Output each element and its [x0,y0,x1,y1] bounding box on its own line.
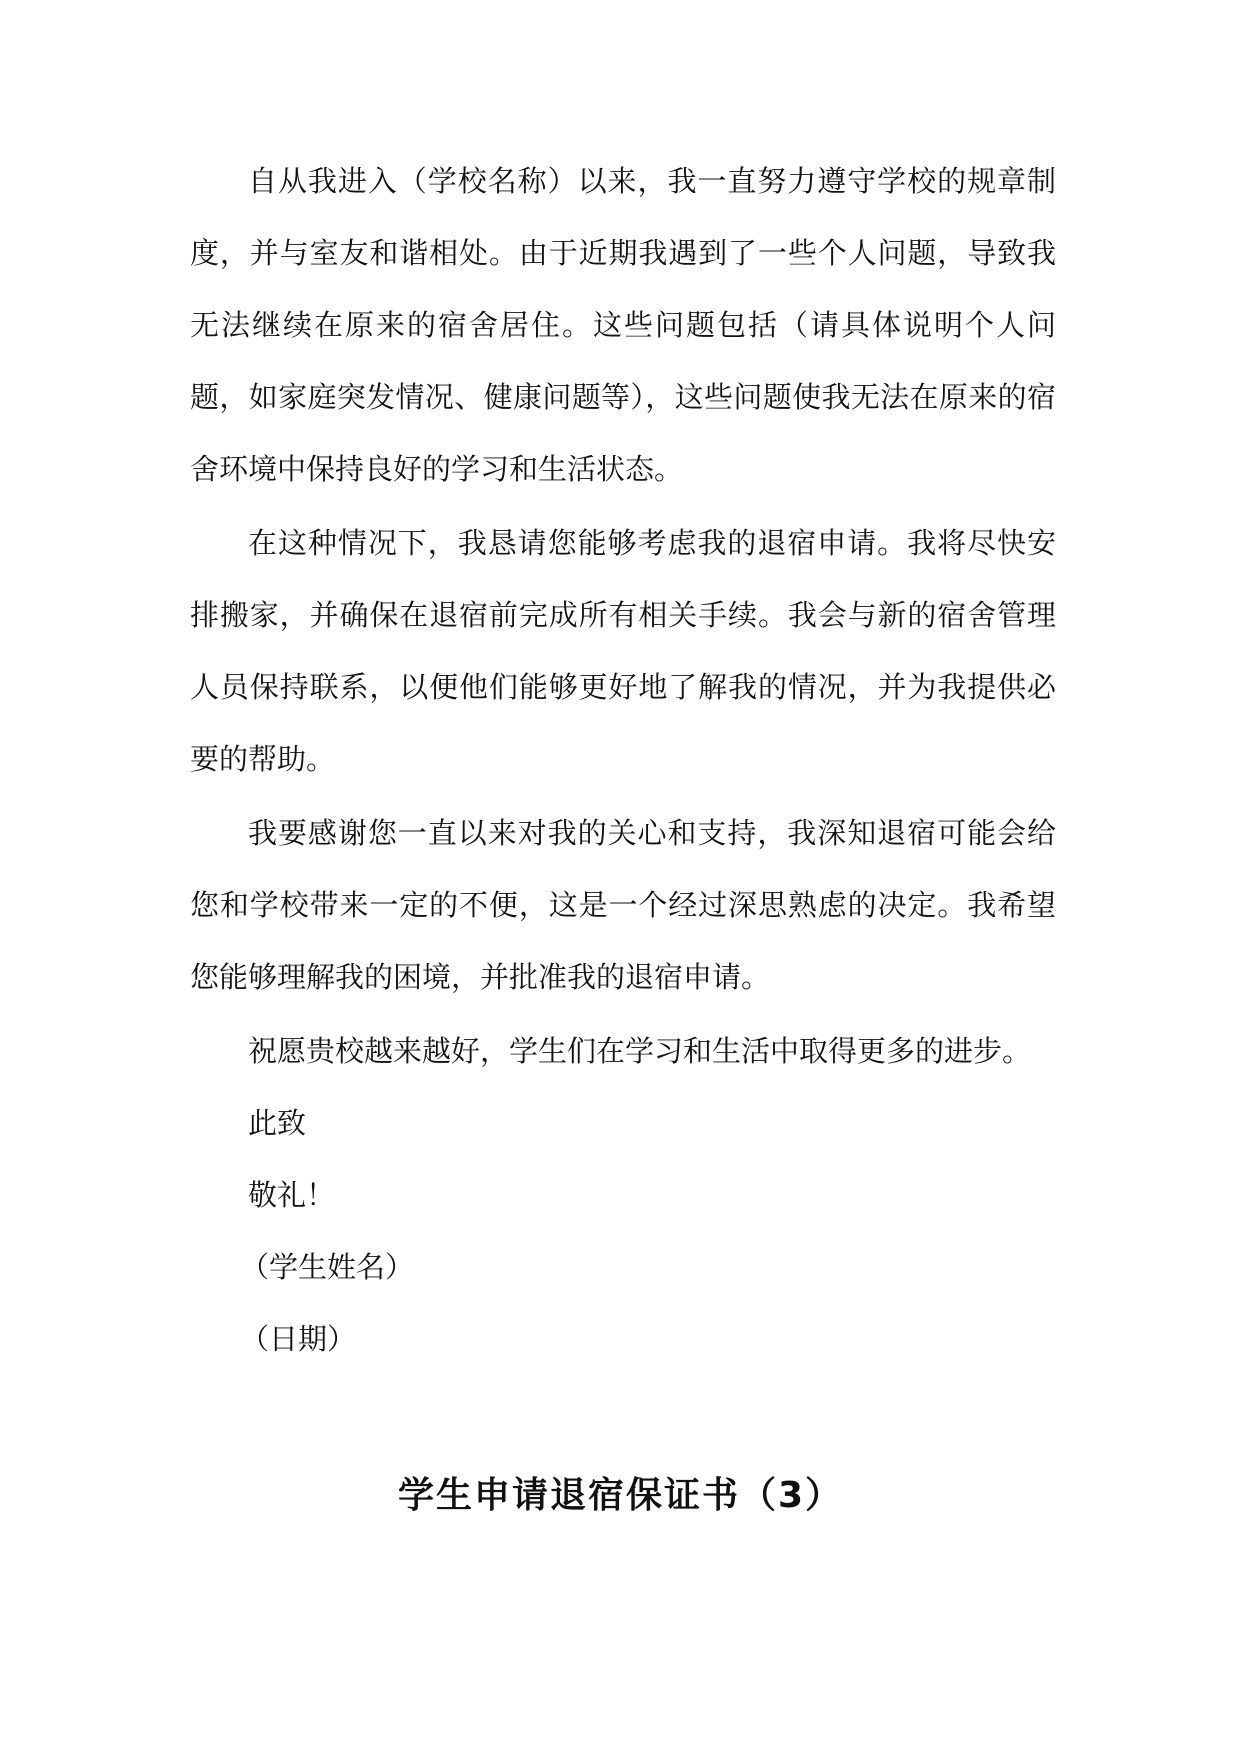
letter-body [190,145,1056,1375]
paragraph-wishes: 祝愿贵校越来越好，学生们在学习和生活中取得更多的进步。 [248,1034,1032,1068]
closing-salutation: 此致 [248,1106,307,1140]
signature-name: （学生姓名） [240,1250,415,1284]
paragraph-intro: 自从我进入（学校名称）以来，我一直努力遵守学校的规章制度，并与室友和谐相处。由于近期我遇到了一些个人问题，导致我无法继续在原来的宿舍居住。这些问题包括（请具体说明个人问题，如家庭突发情况、健康问题等），这些问题使我无法在原来的宿舍环境中保持良好的学习和生活状态。 [190,164,1056,486]
section-title: 学生申请退宿保证书（3） [397,1475,844,1516]
paragraph-request: 在这种情况下，我恳请您能够考虑我的退宿申请。我将尽快安排搬家，并确保在退宿前完成所有相关手续。我会与新的宿舍管理人员保持联系，以便他们能够更好地了解我的情况，并为我提供必要的帮助。 [190,526,1056,776]
signature-date: （日期） [240,1322,357,1356]
paragraph-thanks: 我要感谢您一直以来对我的关心和支持，我深知退宿可能会给您和学校带来一定的不便，这是一个经过深思熟虑的决定。我希望您能够理解我的困境，并批准我的退宿申请。 [190,816,1056,994]
closing-regards: 敬礼！ [248,1178,336,1212]
